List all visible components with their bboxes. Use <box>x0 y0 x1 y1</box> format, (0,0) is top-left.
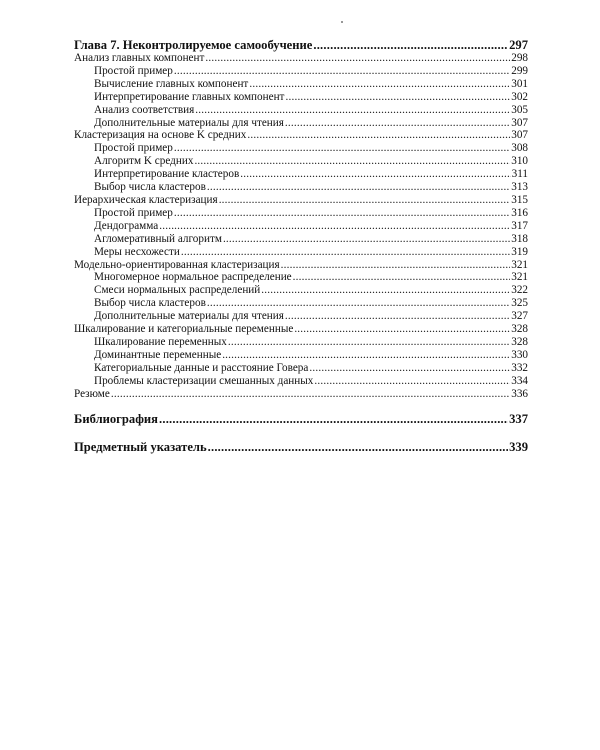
dot-leader <box>240 168 510 181</box>
dot-leader <box>207 297 510 310</box>
toc-entry-page: 332 <box>511 361 528 374</box>
dot-leader <box>195 104 510 117</box>
toc-entry-row[interactable] <box>74 220 528 233</box>
toc-entry-title: Дополнительные материалы для чтения <box>94 116 284 129</box>
dot-leader <box>194 155 510 168</box>
chapter-page: 297 <box>509 38 528 52</box>
toc-entry-row[interactable] <box>74 271 528 284</box>
toc-entry-page: 302 <box>511 90 528 103</box>
toc-entry-title: Дендограмма <box>94 219 159 232</box>
toc-index-row[interactable] <box>74 440 528 454</box>
dot-leader <box>281 259 511 272</box>
dot-leader <box>174 142 510 155</box>
table-of-contents <box>74 38 528 454</box>
toc-entry-page: 315 <box>511 193 528 206</box>
toc-entry-title: Доминантные переменные <box>94 348 222 361</box>
toc-entry-title: Модельно-ориентированная кластеризация <box>74 258 280 271</box>
toc-entry-row[interactable] <box>74 117 528 130</box>
toc-entry-title: Многомерное нормальное распределение <box>94 271 292 284</box>
page-speck <box>341 21 343 23</box>
dot-leader <box>222 349 510 362</box>
dot-leader <box>285 310 510 323</box>
toc-entry-page: 305 <box>511 103 528 116</box>
dot-leader <box>219 194 511 207</box>
toc-entry-page: 325 <box>511 297 528 310</box>
bibliography-page: 337 <box>509 412 528 427</box>
toc-entry-page: 336 <box>511 387 528 400</box>
toc-entry-title: Дополнительные материалы для чтения <box>94 310 284 323</box>
dot-leader <box>261 284 510 297</box>
index-title: Предметный указатель <box>74 440 207 455</box>
toc-entry-row[interactable] <box>74 246 528 259</box>
dot-leader <box>285 117 510 130</box>
toc-entry-row[interactable] <box>74 259 528 272</box>
toc-entry-title: Меры несхожести <box>94 245 180 258</box>
toc-entry-page: 321 <box>511 258 528 271</box>
toc-entry-row[interactable] <box>74 142 528 155</box>
toc-entry-title: Простой пример <box>94 142 173 155</box>
toc-entry-page: 328 <box>511 335 528 348</box>
dot-leader <box>228 336 510 349</box>
toc-entry-page: 307 <box>511 116 528 129</box>
dot-leader <box>294 323 510 336</box>
toc-entry-row[interactable] <box>74 362 528 375</box>
toc-entry-row[interactable] <box>74 388 528 401</box>
toc-entry-row[interactable] <box>74 284 528 297</box>
toc-entry-row[interactable] <box>74 375 528 388</box>
toc-entry-page: 307 <box>511 129 528 142</box>
toc-entry-page: 310 <box>511 155 528 168</box>
toc-entry-page: 299 <box>511 64 528 77</box>
toc-entry-row[interactable] <box>74 336 528 349</box>
toc-entry-page: 319 <box>511 245 528 258</box>
toc-entry-row[interactable] <box>74 78 528 91</box>
toc-entry-title: Алгоритм K средних <box>94 155 194 168</box>
toc-entry-page: 321 <box>511 271 528 284</box>
toc-entry-title: Интерпретирование кластеров <box>94 168 240 181</box>
dot-leader <box>174 65 510 78</box>
toc-entry-page: 322 <box>511 284 528 297</box>
index-page: 339 <box>509 440 528 455</box>
dot-leader <box>159 412 508 426</box>
toc-entry-title: Анализ соответствия <box>94 103 195 116</box>
toc-entry-row[interactable] <box>74 168 528 181</box>
toc-entry-title: Вычисление главных компонент <box>94 77 249 90</box>
toc-entry-title: Проблемы кластеризации смешанных данных <box>94 374 314 387</box>
toc-entry-row[interactable] <box>74 310 528 323</box>
toc-entry-title: Шкалирование переменных <box>94 335 227 348</box>
toc-entry-row[interactable] <box>74 65 528 78</box>
toc-entry-page: 318 <box>511 232 528 245</box>
dot-leader <box>208 440 508 454</box>
chapter-title: Глава 7. Неконтролируемое самообучение <box>74 38 313 52</box>
toc-entry-row[interactable] <box>74 181 528 194</box>
dot-leader <box>249 78 510 91</box>
toc-entry-row[interactable] <box>74 52 528 65</box>
toc-entry-title: Анализ главных компонент <box>74 52 205 64</box>
toc-entry-title: Интерпретирование главных компонент <box>94 90 285 103</box>
dot-leader <box>314 375 510 388</box>
toc-entry-row[interactable] <box>74 207 528 220</box>
toc-entry-row[interactable] <box>74 91 528 104</box>
toc-entry-page: 301 <box>511 77 528 90</box>
toc-entry-page: 328 <box>511 323 528 336</box>
toc-entry-title: Шкалирование и категориальные переменные <box>74 323 294 336</box>
toc-entry-title: Категориальные данные и расстояние Говера <box>94 361 309 374</box>
toc-chapter-row[interactable] <box>74 38 528 52</box>
toc-entry-page: 308 <box>511 142 528 155</box>
dot-leader <box>309 362 510 375</box>
toc-entry-row[interactable] <box>74 129 528 142</box>
toc-entry-row[interactable] <box>74 233 528 246</box>
dot-leader <box>205 52 510 65</box>
toc-entry-title: Смеси нормальных распределений <box>94 284 261 297</box>
toc-entry-page: 313 <box>511 181 528 194</box>
toc-entry-title: Выбор числа кластеров <box>94 181 206 194</box>
toc-entry-page: 311 <box>511 168 528 181</box>
toc-entry-page: 334 <box>511 374 528 387</box>
dot-leader <box>223 233 510 246</box>
dot-leader <box>207 181 510 194</box>
toc-entry-row[interactable] <box>74 323 528 336</box>
toc-entries <box>74 52 528 400</box>
dot-leader <box>181 246 510 259</box>
toc-entry-page: 298 <box>511 52 528 64</box>
toc-entry-row[interactable] <box>74 297 528 310</box>
toc-entry-row[interactable] <box>74 349 528 362</box>
bibliography-title: Библиография <box>74 412 158 427</box>
toc-entry-row[interactable] <box>74 155 528 168</box>
dot-leader <box>285 91 510 104</box>
toc-entry-title: Простой пример <box>94 64 173 77</box>
dot-leader <box>159 220 510 233</box>
dot-leader <box>313 38 508 52</box>
toc-entry-title: Кластеризация на основе K средних <box>74 129 247 142</box>
toc-entry-page: 330 <box>511 348 528 361</box>
toc-entry-title: Выбор числа кластеров <box>94 297 206 310</box>
toc-entry-title: Резюме <box>74 387 110 400</box>
toc-entry-title: Иерархическая кластеризация <box>74 193 218 206</box>
toc-entry-row[interactable] <box>74 194 528 207</box>
dot-leader <box>174 207 510 220</box>
toc-bibliography-row[interactable] <box>74 412 528 426</box>
toc-entry-page: 327 <box>511 310 528 323</box>
toc-entry-title: Агломеративный алгоритм <box>94 232 222 245</box>
dot-leader <box>247 129 510 142</box>
toc-entry-page: 316 <box>511 206 528 219</box>
toc-entry-row[interactable] <box>74 104 528 117</box>
dot-leader <box>111 388 510 401</box>
toc-entry-title: Простой пример <box>94 206 173 219</box>
dot-leader <box>293 271 511 284</box>
toc-entry-page: 317 <box>511 219 528 232</box>
